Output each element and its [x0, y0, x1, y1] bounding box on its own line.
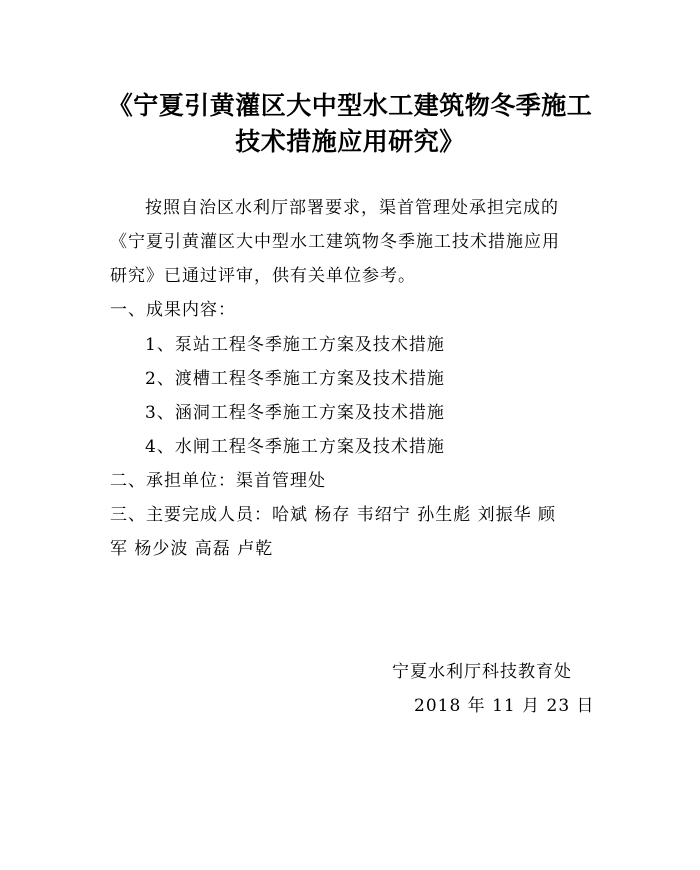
intro-paragraph-line-3: 研究》已通过评审，供有关单位参考。	[110, 266, 416, 286]
intro-paragraph-line-2: 《宁夏引黄灌区大中型水工建筑物冬季施工技术措施应用	[110, 232, 560, 252]
signature-organization: 宁夏水利厅科技教育处	[392, 662, 572, 682]
document-title-line-1: 《宁夏引黄灌区大中型水工建筑物冬季施工	[107, 91, 593, 120]
section-2-undertaking-unit: 二、承担单位：渠首管理处	[110, 471, 326, 491]
intro-paragraph-line-1: 按照自治区水利厅部署要求，渠首管理处承担完成的	[145, 198, 559, 218]
section-1-heading: 一、成果内容：	[110, 300, 236, 320]
section-3-personnel-line-2: 军 杨少波 高磊 卢乾	[110, 539, 274, 559]
result-item-1: 1、泵站工程冬季施工方案及技术措施	[145, 335, 445, 355]
signature-date: 2018 年 11 月 23 日	[414, 696, 595, 716]
result-item-4: 4、水闸工程冬季施工方案及技术措施	[145, 437, 445, 457]
result-item-2: 2、渡槽工程冬季施工方案及技术措施	[145, 369, 445, 389]
section-3-personnel-line-1: 三、主要完成人员：哈斌 杨存 韦绍宁 孙生彪 刘振华 顾	[110, 505, 557, 525]
result-item-3: 3、涵洞工程冬季施工方案及技术措施	[145, 403, 445, 423]
document-title-line-2: 技术措施应用研究》	[235, 127, 465, 156]
